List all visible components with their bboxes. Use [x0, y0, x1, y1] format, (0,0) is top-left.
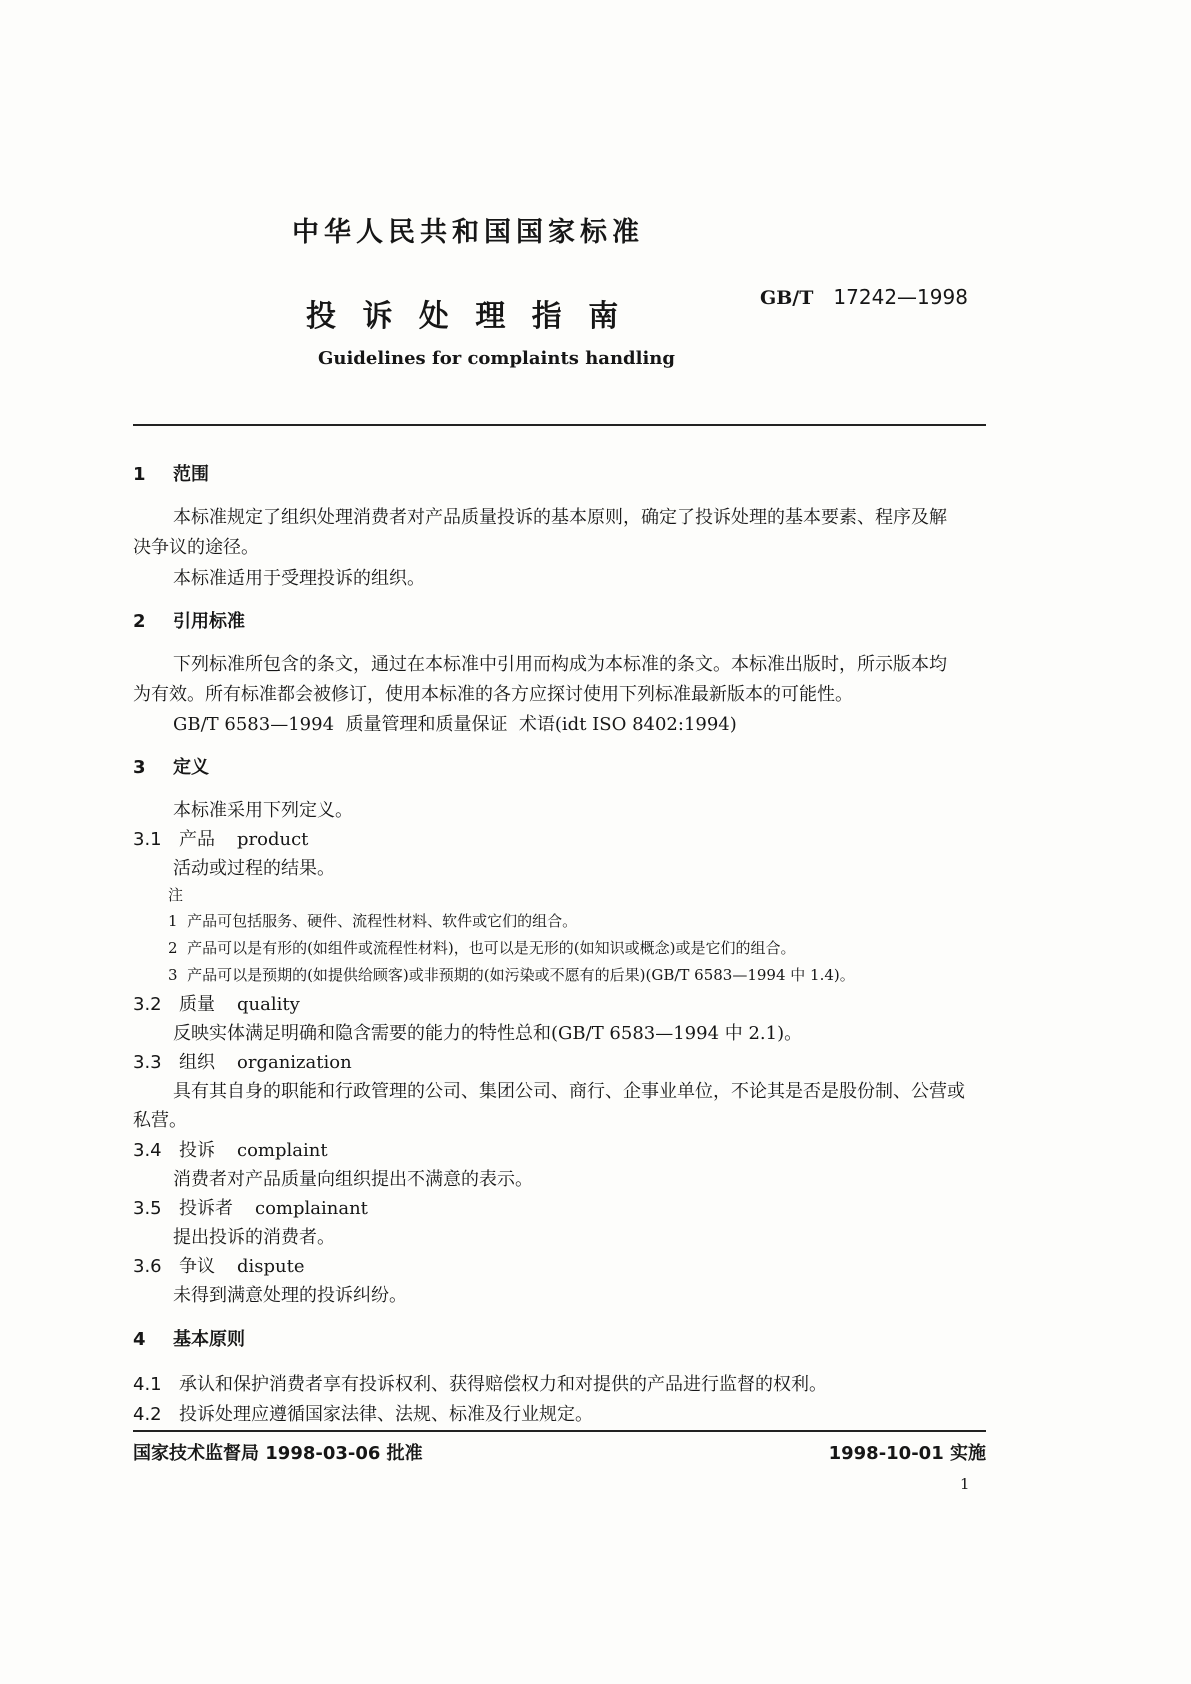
principle-4-1-text: 承认和保护消费者享有投诉权利、获得赔偿权力和对提供的产品进行监督的权利。 [179, 1374, 827, 1395]
definition-3-2-term-en: quality [237, 994, 300, 1015]
definition-3-1-note-2: 2 产品可以是有形的(如组件或流程性材料)，也可以是无形的(如知识或概念)或是它们的组合。 [168, 939, 796, 957]
section-3-heading [133, 753, 209, 779]
section-4-heading [133, 1325, 245, 1351]
principle-4-2-text: 投诉处理应遵循国家法律、法规、标准及行业规定。 [179, 1404, 593, 1425]
definition-3-4-term-en: complaint [237, 1140, 328, 1161]
section-2-title: 引用标准 [173, 611, 245, 632]
definition-3-2-text: 反映实体满足明确和隐含需要的能力的特性总和(GB/T 6583—1994 中 2.1)。 [173, 1023, 803, 1044]
definition-3-5-term [133, 1194, 368, 1220]
document-authority-title: 中华人民共和国国家标准 [292, 217, 644, 248]
document-title-cn: 投 诉 处 理 指 南 [306, 299, 627, 334]
definition-3-3-text-line-1: 具有其自身的职能和行政管理的公司、集团公司、商行、企事业单位，不论其是否是股份制、公营或 [173, 1081, 965, 1102]
definition-3-1-text: 活动或过程的结果。 [173, 858, 335, 879]
section-3-title: 定义 [173, 757, 209, 778]
section-2-paragraph-line-2: 为有效。所有标准都会被修订，使用本标准的各方应探讨使用下列标准最新版本的可能性。 [133, 684, 853, 705]
section-2-number: 2 [133, 611, 146, 632]
definition-3-6-term-cn: 争议 [179, 1256, 215, 1277]
implementation-date: 1998-10-01 实施 [828, 1443, 986, 1464]
section-1-paragraph-2: 本标准适用于受理投诉的组织。 [173, 568, 425, 589]
section-2-normative-reference: GB/T 6583—1994 质量管理和质量保证 术语(idt ISO 8402:1994) [173, 714, 737, 735]
section-1-title: 范围 [173, 464, 209, 485]
definition-3-6-term [133, 1252, 305, 1278]
definition-3-4-text: 消费者对产品质量向组织提出不满意的表示。 [173, 1169, 533, 1190]
page-number: 1 [960, 1475, 970, 1493]
principle-4-1 [133, 1370, 827, 1396]
definition-3-4-term [133, 1136, 328, 1162]
section-1-number: 1 [133, 464, 146, 485]
section-4-number: 4 [133, 1329, 146, 1350]
definition-3-1-note-label: 注 [168, 886, 184, 904]
header-rule [133, 424, 986, 426]
definition-3-3-term-en: organization [237, 1052, 352, 1073]
standard-code-prefix: GB/T [760, 287, 814, 309]
definition-3-2-number: 3.2 [133, 994, 162, 1015]
section-1-paragraph-1-line-1: 本标准规定了组织处理消费者对产品质量投诉的基本原则，确定了投诉处理的基本要素、程序及解 [173, 507, 947, 528]
definition-3-3-term-cn: 组织 [179, 1052, 215, 1073]
definition-3-1-note-1: 1 产品可包括服务、硬件、流程性材料、软件或它们的组合。 [168, 912, 578, 930]
definition-3-3-term [133, 1048, 352, 1074]
section-3-number: 3 [133, 757, 146, 778]
definition-3-5-term-cn: 投诉者 [179, 1198, 233, 1219]
definition-3-3-number: 3.3 [133, 1052, 162, 1073]
approval-statement: 国家技术监督局 1998-03-06 批准 [133, 1443, 423, 1464]
document-title-en: Guidelines for complaints handling [318, 348, 675, 369]
definition-3-6-text: 未得到满意处理的投诉纠纷。 [173, 1285, 407, 1306]
definition-3-1-number: 3.1 [133, 829, 162, 850]
principle-4-2-number: 4.2 [133, 1404, 162, 1425]
definition-3-4-term-cn: 投诉 [179, 1140, 215, 1161]
definition-3-1-note-3: 3 产品可以是预期的(如提供给顾客)或非预期的(如污染或不愿有的后果)(GB/T 6583—1994 中 1.4)。 [168, 966, 855, 984]
section-2-paragraph-line-1: 下列标准所包含的条文，通过在本标准中引用而构成为本标准的条文。本标准出版时，所示版本均 [173, 654, 947, 675]
standard-code [760, 285, 968, 309]
standard-code-number: 17242—1998 [833, 285, 968, 309]
section-1-paragraph-1-line-2: 决争议的途径。 [133, 537, 259, 558]
principle-4-1-number: 4.1 [133, 1374, 162, 1395]
principle-4-2 [133, 1400, 593, 1426]
section-1-heading [133, 460, 209, 486]
definition-3-5-number: 3.5 [133, 1198, 162, 1219]
definition-3-2-term-cn: 质量 [179, 994, 215, 1015]
definition-3-4-number: 3.4 [133, 1140, 162, 1161]
definition-3-5-term-en: complainant [255, 1198, 368, 1219]
section-4-title: 基本原则 [173, 1329, 245, 1350]
definition-3-1-term-en: product [237, 829, 309, 850]
section-3-intro: 本标准采用下列定义。 [173, 800, 353, 821]
definition-3-1-term [133, 825, 308, 851]
definition-3-3-text-line-2: 私营。 [133, 1110, 187, 1131]
definition-3-6-number: 3.6 [133, 1256, 162, 1277]
definition-3-5-text: 提出投诉的消费者。 [173, 1227, 335, 1248]
footer-rule [133, 1430, 986, 1432]
definition-3-1-term-cn: 产品 [179, 829, 215, 850]
definition-3-6-term-en: dispute [237, 1256, 305, 1277]
definition-3-2-term [133, 990, 300, 1016]
section-2-heading [133, 607, 245, 633]
